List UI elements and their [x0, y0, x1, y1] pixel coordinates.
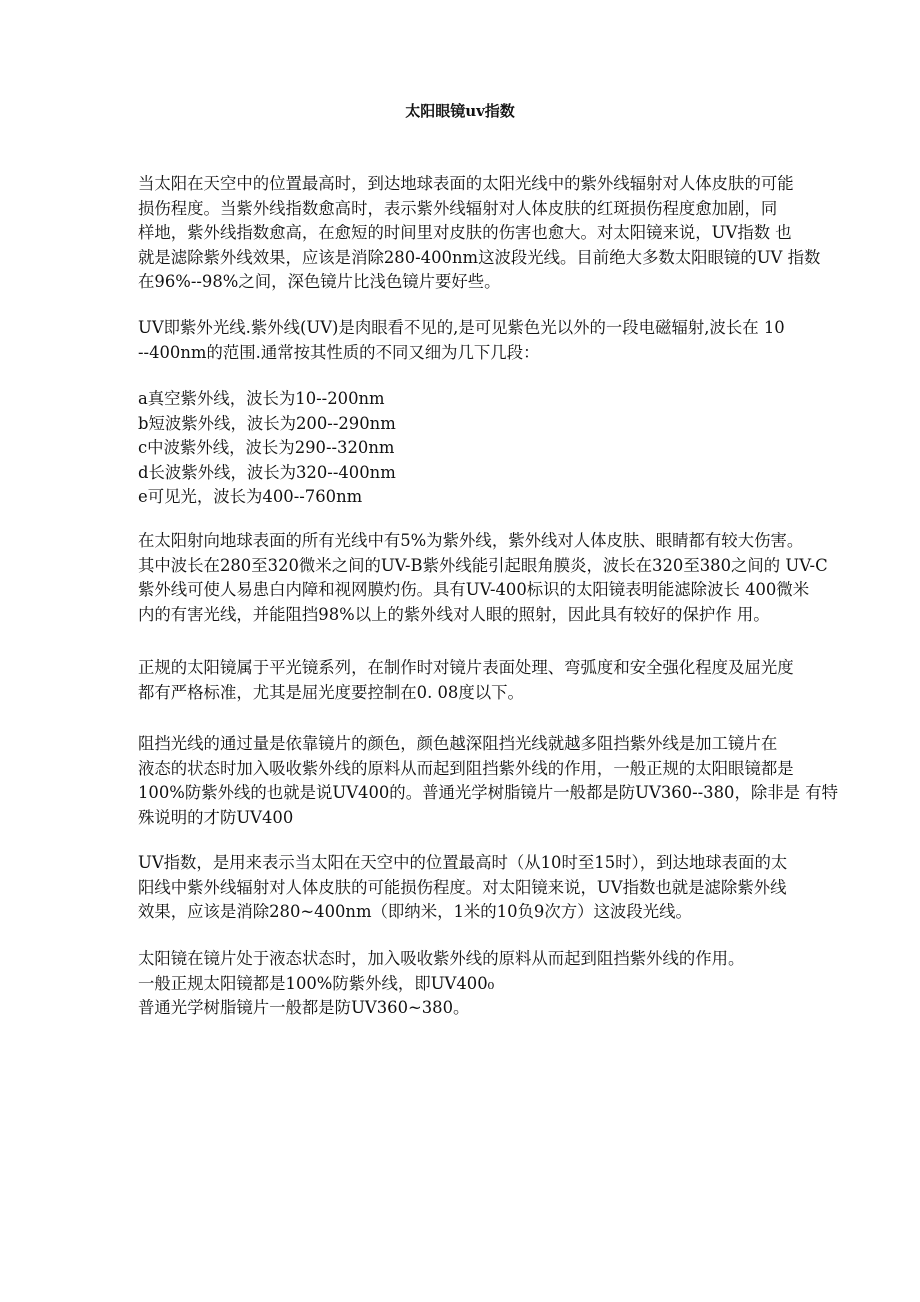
text-line: 正规的太阳镜属于平光镜系列，在制作时对镜片表面处理、弯弧度和安全强化程度及屈光度: [138, 658, 794, 677]
text-line: 都有严格标准，尤其是屈光度要控制在0. 08度以下。: [138, 682, 524, 702]
paragraph-uv-harm: [138, 529, 828, 627]
document-title: 太阳眼镜uv指数: [405, 102, 515, 120]
paragraph-standard-sunglasses: [138, 656, 818, 705]
paragraph-uv-index-intro: [138, 172, 821, 295]
text-line: 损伤程度。当紫外线指数愈高时，表示紫外线辐射对人体皮肤的红斑损伤程度愈加剧，同: [138, 198, 778, 218]
text-line: d长波紫外线，波长为320--400nm: [138, 462, 396, 482]
text-line: 样地，紫外线指数愈高，在愈短的时间里对皮肤的伤害也愈大。对太阳镜来说，UV指数 也: [138, 223, 792, 242]
text-line: 普通光学树脂镜片一般都是防UV360~380。: [138, 998, 470, 1017]
text-line: 其中波长在280至320微米之间的UV-B紫外线能引起眼角膜炎，波长在320至380之间的 UV-C: [138, 555, 828, 575]
paragraph-blocking-light: [138, 732, 839, 830]
text-line: 在太阳射向地球表面的所有光线中有5%为紫外线，紫外线对人体皮肤、眼睛都有较大伤害。: [138, 531, 804, 550]
text-line: UV指数，是用来表示当太阳在天空中的位置最高时（从10时至15时），到达地球表面的太: [138, 853, 788, 872]
text-line: 就是滤除紫外线效果，应该是消除280-400nm这波段光线。目前绝大多数太阳眼镜的UV 指数: [138, 247, 821, 267]
text-line: 100%防紫外线的也就是说UV400的。普通光学树脂镜片一般都是防UV360--380，除非是 有特: [138, 783, 839, 802]
text-line: c中波紫外线，波长为290--320nm: [138, 438, 395, 457]
text-line: 在96%--98%之间，深色镜片比浅色镜片要好些。: [138, 272, 501, 291]
text-line: 紫外线可使人易患白内障和视网膜灼伤。具有UV-400标识的太阳镜表明能滤除波长 400微米: [138, 580, 810, 599]
text-line: 液态的状态时加入吸收紫外线的原料从而起到阻挡紫外线的作用，一般正规的太阳眼镜都是: [138, 758, 794, 778]
text-line: 阻挡光线的通过量是依靠镜片的颜色，颜色越深阻挡光线就越多阻挡紫外线是加工镜片在: [138, 734, 778, 753]
text-line: --400nm的范围.通常按其性质的不同又细为几下几段：: [138, 342, 540, 362]
text-line: 阳线中紫外线辐射对人体皮肤的可能损伤程度。对太阳镜来说，UV指数也就是滤除紫外线: [138, 877, 787, 897]
text-line: UV即紫外光线.紫外线(UV)是肉眼看不见的,是可见紫色光以外的一段电磁辐射,波长在 10: [138, 318, 785, 337]
text-line: 一般正规太阳镜都是100%防紫外线，即UV400₀: [138, 973, 495, 993]
list-uv-bands: [138, 387, 818, 510]
text-line: a真空紫外线，波长为10--200nm: [138, 389, 385, 408]
text-line: 太阳镜在镜片处于液态状态时，加入吸收紫外线的原料从而起到阻挡紫外线的作用。: [138, 949, 745, 968]
text-line: 内的有害光线，并能阻挡98%以上的紫外线对人眼的照射，因此具有较好的保护作 用。: [138, 604, 770, 624]
paragraph-summary: [138, 947, 818, 1021]
paragraph-uv-index-definition: [138, 851, 818, 925]
text-line: 殊说明的才防UV400: [138, 807, 294, 827]
text-line: 效果，应该是消除280~400nm（即纳米，1米的10负9次方）这波段光线。: [138, 902, 692, 921]
paragraph-uv-definition: [138, 316, 818, 365]
text-line: b短波紫外线，波长为200--290nm: [138, 413, 396, 433]
text-line: e可见光，波长为400--760nm: [138, 487, 363, 506]
text-line: 当太阳在天空中的位置最高时，到达地球表面的太阳光线中的紫外线辐射对人体皮肤的可能: [138, 174, 794, 193]
